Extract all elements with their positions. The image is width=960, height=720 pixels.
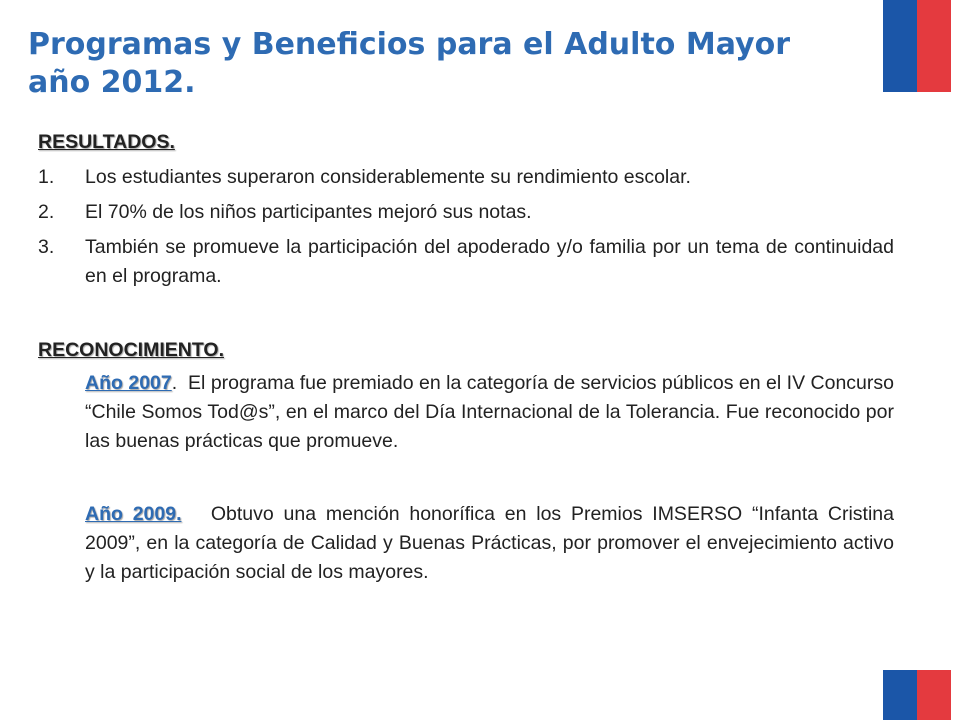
flag-blue-stripe [883, 0, 917, 92]
flag-red-stripe [917, 0, 951, 92]
list-item [38, 163, 894, 192]
recognition-entry-2009 [85, 500, 894, 587]
recognition-text: El programa fue premiado en la categoría de servicios públicos en el IV Concurso “Chile Somos Tod@s”, en el marco del Día Internacional de la Tolerancia. Fue reconocido por las buenas prácticas que promueve. [85, 372, 894, 452]
slide-title: Programas y Beneficios para el Adulto Mayor año 2012. [28, 27, 790, 100]
resultados-list [38, 163, 894, 291]
list-item-number: 2. [38, 201, 55, 223]
year-separator [182, 503, 211, 525]
recognition-text: Obtuvo una mención honorífica en los Premios IMSERSO “Infanta Cristina 2009”, en la categoría de Calidad y Buenas Prácticas, por promover el envejecimiento activo y la participación social de los mayores. [85, 503, 895, 583]
list-item [38, 198, 894, 227]
reconocimiento-heading: RECONOCIMIENTO. [38, 339, 224, 361]
recognition-entry-2007 [85, 369, 894, 456]
list-item-number: 1. [38, 166, 55, 188]
year-separator: . [171, 372, 189, 394]
list-item-text: También se promueve la participación del apoderado y/o familia por un tema de continuidad en el programa. [85, 236, 894, 287]
resultados-heading: RESULTADOS. [38, 131, 175, 153]
list-item-text: Los estudiantes superaron considerablemente su rendimiento escolar. [85, 166, 691, 188]
list-item-text: El 70% de los niños participantes mejoró sus notas. [85, 201, 532, 223]
list-item-number: 3. [38, 236, 55, 258]
year-label: Año 2009. [85, 503, 182, 525]
chile-flag-decoration-bottom [883, 670, 951, 720]
year-label: Año 2007 [85, 372, 172, 394]
chile-flag-decoration-top [883, 0, 951, 92]
flag-red-stripe [917, 670, 951, 720]
slide-content [38, 128, 894, 587]
flag-blue-stripe [883, 670, 917, 720]
list-item [38, 233, 894, 291]
